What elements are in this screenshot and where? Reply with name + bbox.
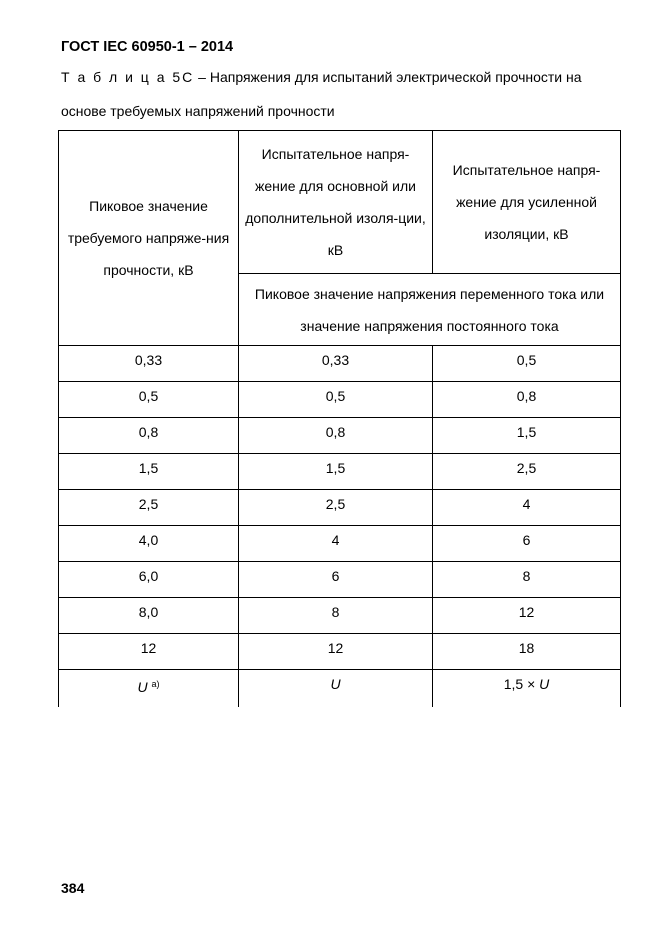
table-cell: 2,5 <box>239 490 433 526</box>
table-cell: 8,0 <box>59 598 239 634</box>
table-cell: 8 <box>433 562 621 598</box>
table-cell: 12 <box>433 598 621 634</box>
table-cell: 8 <box>239 598 433 634</box>
standard-title: ГОСТ IEC 60950-1 – 2014 <box>61 39 234 55</box>
table-cell: 4 <box>433 490 621 526</box>
table-cell: 0,8 <box>433 382 621 418</box>
table-row <box>59 526 621 562</box>
table-cell: 0,33 <box>239 346 433 382</box>
table-caption <box>61 60 621 128</box>
table-cell: 1,5 <box>59 454 239 490</box>
table-cell <box>59 670 239 708</box>
table-row <box>59 490 621 526</box>
table-cell <box>433 670 621 708</box>
variable-u: U <box>330 676 341 692</box>
table-body <box>59 346 621 670</box>
table-cell: 6,0 <box>59 562 239 598</box>
page-number: 384 <box>61 880 85 896</box>
multiplier-prefix: 1,5 × <box>503 676 540 692</box>
table-cell: 4,0 <box>59 526 239 562</box>
table-cell: 4 <box>239 526 433 562</box>
col2-header: Испытательное напря-жение для основной или дополнительной изоля-ции, кВ <box>239 131 433 274</box>
voltage-test-table <box>58 130 621 707</box>
table-cell: 0,5 <box>239 382 433 418</box>
table-row <box>59 634 621 670</box>
table-cell: 1,5 <box>239 454 433 490</box>
col3-header: Испытательное напря-жение для усиленной изоляции, кВ <box>433 131 621 274</box>
table-row-last <box>59 670 621 708</box>
variable-u: U <box>137 679 148 695</box>
footnote-marker: а) <box>151 679 160 689</box>
table-caption-text: – Напряжения для испытаний электрической прочности на основе требуемых напряжений прочности <box>61 69 582 119</box>
table-row <box>59 598 621 634</box>
table-cell: 0,33 <box>59 346 239 382</box>
table-row <box>59 382 621 418</box>
table-cell: 1,5 <box>433 418 621 454</box>
table-cell: 2,5 <box>59 490 239 526</box>
table-cell: 12 <box>239 634 433 670</box>
table-cell: 18 <box>433 634 621 670</box>
table-cell <box>239 670 433 708</box>
table-cell: 2,5 <box>433 454 621 490</box>
table-row <box>59 454 621 490</box>
table-cell: 0,8 <box>239 418 433 454</box>
table-cell: 6 <box>433 526 621 562</box>
sub-header: Пиковое значение напряжения переменного тока или значение напряжения постоянного тока <box>239 274 621 346</box>
table-row <box>59 562 621 598</box>
table-cell: 6 <box>239 562 433 598</box>
table-cell: 0,8 <box>59 418 239 454</box>
table-cell: 12 <box>59 634 239 670</box>
table-row <box>59 346 621 382</box>
table-cell: 0,5 <box>59 382 239 418</box>
col1-header: Пиковое значение требуемого напряже-ния прочности, кВ <box>59 131 239 346</box>
table-cell: 0,5 <box>433 346 621 382</box>
table-row <box>59 418 621 454</box>
table-caption-label: Т а б л и ц а 5С <box>61 69 195 85</box>
variable-u: U <box>539 676 550 692</box>
